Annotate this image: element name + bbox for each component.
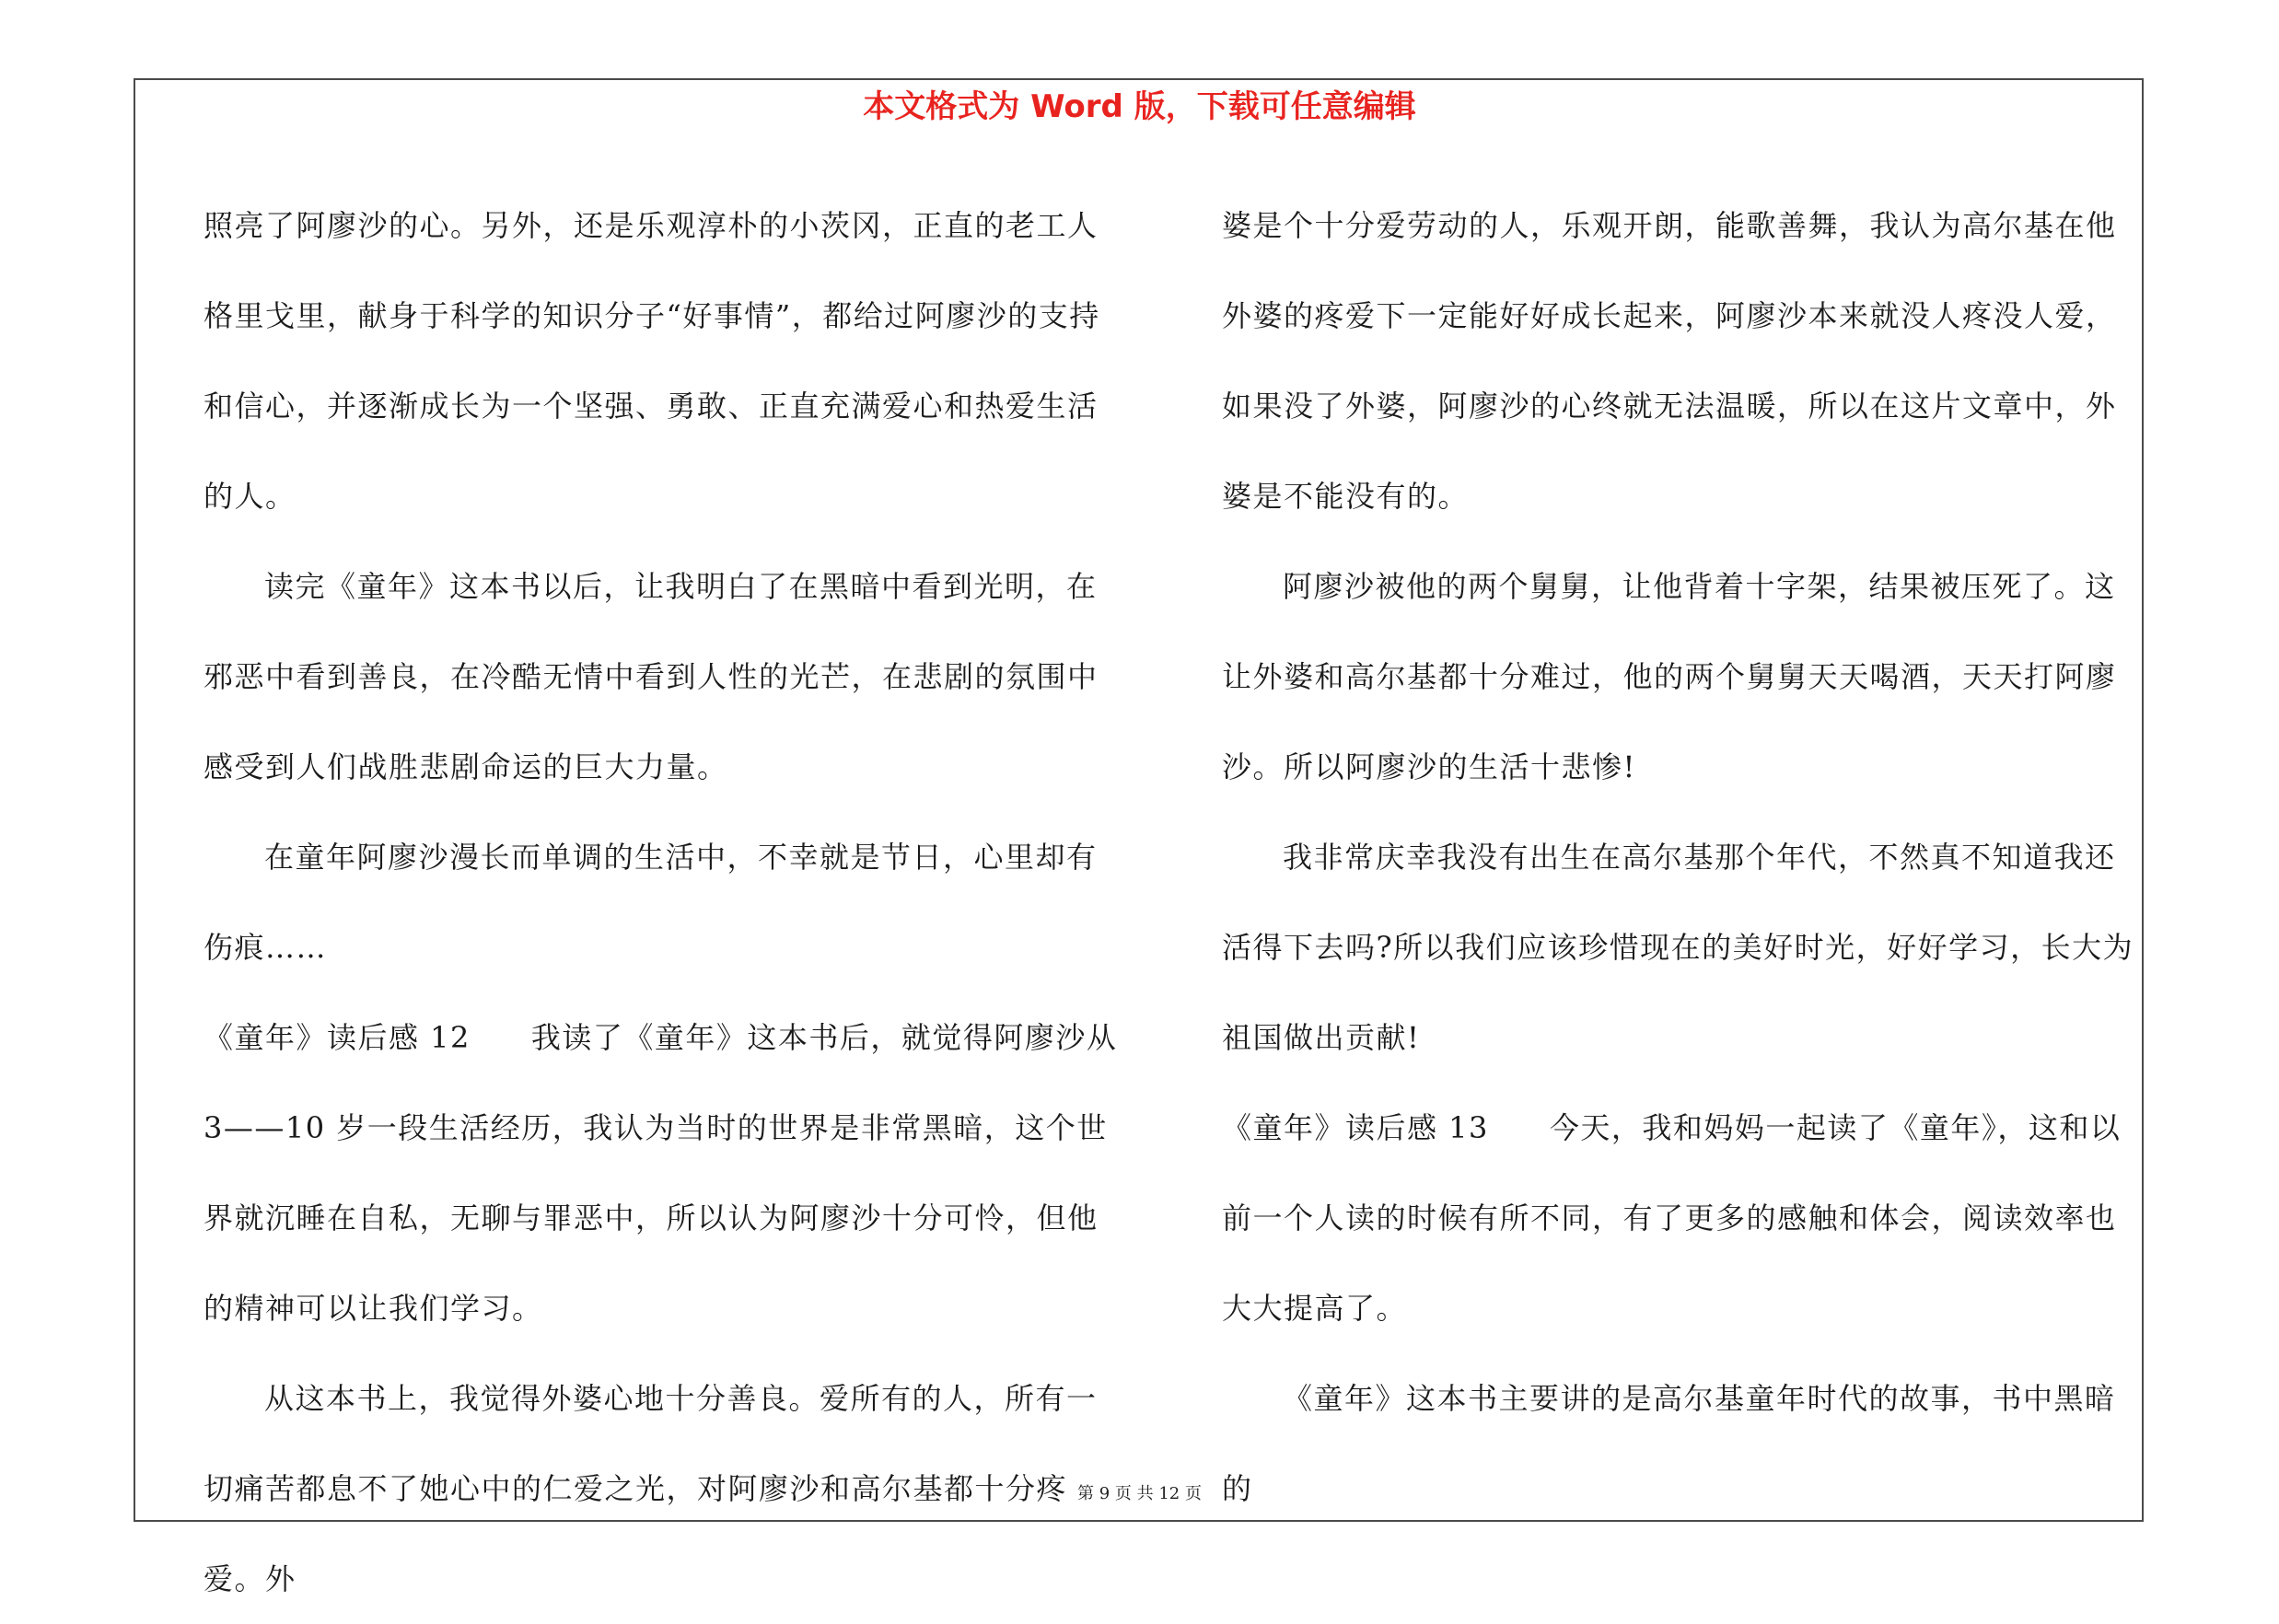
- essay-text-12: 我读了《童年》这本书后，就觉得阿廖沙从3——10 岁一段生活经历，我认为当时的世界是非常黑暗，这个世界就沉睡在自私，无聊与罪恶中，所以认为阿廖沙十分可怜，但他的精神可以让我们学习。: [203, 1020, 1118, 1326]
- format-banner: 本文格式为 Word 版，下载可任意编辑: [863, 88, 1416, 125]
- essay-heading-12: [203, 992, 1124, 1353]
- essay-title-12: 《童年》读后感 12: [203, 1020, 471, 1055]
- paragraph: 照亮了阿廖沙的心。另外，还是乐观淳朴的小茨冈，正直的老工人格里戈里，献身于科学的知识分子“好事情”，都给过阿廖沙的支持和信心，并逐渐成长为一个坚强、勇敢、正直充满爱心和热爱生活的人。: [203, 208, 1100, 514]
- paragraph: 婆是个十分爱劳动的人，乐观开朗，能歌善舞，我认为高尔基在他外婆的疼爱下一定能好好成长起来，阿廖沙本来就没人疼没人爱，如果没了外婆，阿廖沙的心终就无法温暖，所以在这片文章中，外婆是不能没有的。: [1222, 208, 2117, 514]
- essay-title-13: 《童年》读后感 13: [1222, 1110, 1489, 1145]
- left-column: [203, 180, 1124, 1624]
- essay-heading-13: [1222, 1083, 2143, 1353]
- right-column: [1222, 180, 2143, 1534]
- paragraph: 我非常庆幸我没有出生在高尔基那个年代，不然真不知道我还活得下去吗?所以我们应该珍惜现在的美好时光，好好学习，长大为祖国做出贡献!: [1222, 840, 2134, 1055]
- paragraph: 《童年》这本书主要讲的是高尔基童年时代的故事，书中黑暗的: [1222, 1381, 2116, 1506]
- paragraph: 读完《童年》这本书以后，让我明白了在黑暗中看到光明，在邪恶中看到善良，在冷酷无情中看到人性的光芒，在悲剧的氛围中感受到人们战胜悲剧命运的巨大力量。: [203, 569, 1099, 784]
- paragraph: 从这本书上，我觉得外婆心地十分善良。爱所有的人，所有一切痛苦都息不了她心中的仁爱之光，对阿廖沙和高尔基都十分疼爱。外: [203, 1381, 1098, 1596]
- paragraph: 在童年阿廖沙漫长而单调的生活中，不幸就是节日，心里却有伤痕……: [203, 840, 1098, 965]
- page-number: 第 9 页 共 12 页: [1077, 1484, 1202, 1503]
- paragraph: 阿廖沙被他的两个舅舅，让他背着十字架，结果被压死了。这让外婆和高尔基都十分难过，他的两个舅舅天天喝酒，天天打阿廖沙。所以阿廖沙的生活十悲惨!: [1222, 569, 2117, 784]
- essay-text-13: 今天，我和妈妈一起读了《童年》，这和以前一个人读的时候有所不同，有了更多的感触和体会，阅读效率也大大提高了。: [1222, 1110, 2122, 1326]
